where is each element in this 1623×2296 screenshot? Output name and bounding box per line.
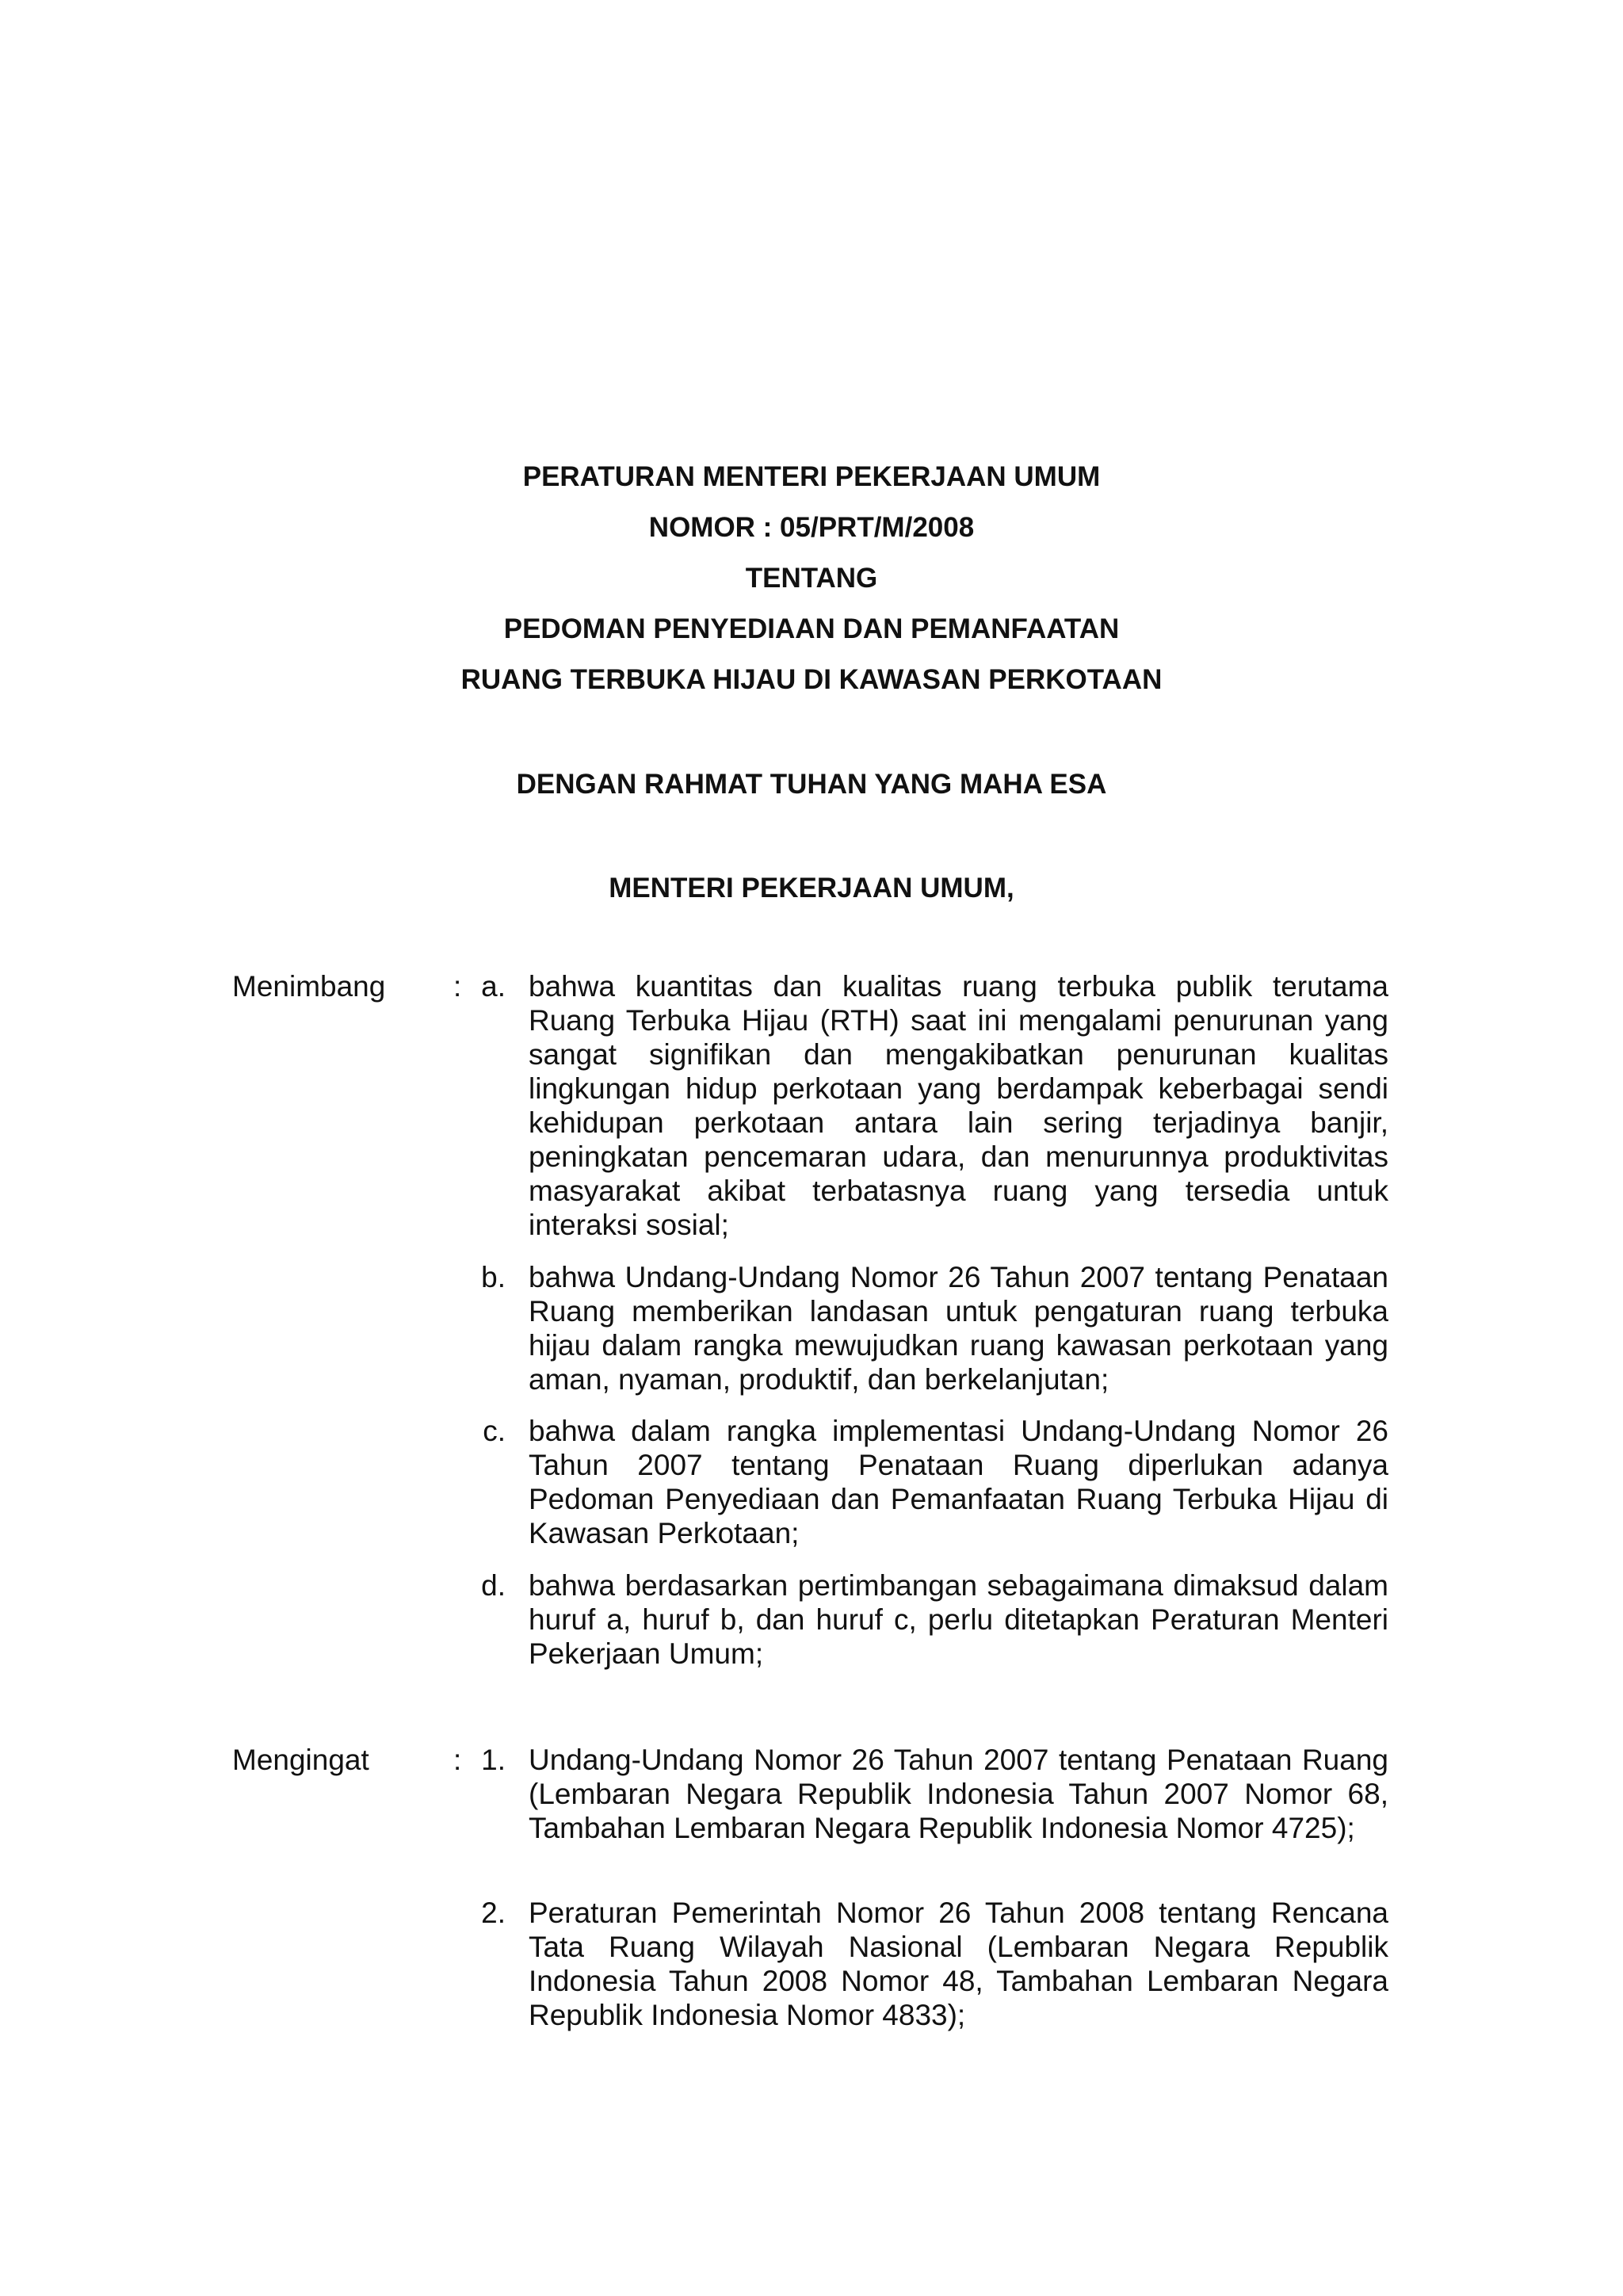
item-text: Undang-Undang Nomor 26 Tahun 2007 tentang Penataan Ruang (Lembaran Negara Republik Indonesia Tahun 2007 Nomor 68, Tambahan Lembaran Negara Republik Indonesia Nomor 4725); <box>529 1744 1388 1844</box>
invocation-text: DENGAN RAHMAT TUHAN YANG MAHA ESA <box>516 769 1107 800</box>
item-marker: 1. <box>481 1744 506 1776</box>
regulation-number: NOMOR : 05/PRT/M/2008 <box>648 512 975 543</box>
regulation-subject-line-2: RUANG TERBUKA HIJAU DI KAWASAN PERKOTAAN <box>460 664 1163 695</box>
regulation-title: PERATURAN MENTERI PEKERJAAN UMUM <box>522 461 1101 492</box>
item-text: bahwa dalam rangka implementasi Undang-Undang Nomor 26 Tahun 2007 tentang Penataan Ruang diperlukan adanya Pedoman Penyediaan dan Pemanfaatan Ruang Terbuka Hijau di Kawasan Perkotaan; <box>529 1415 1388 1549</box>
item-marker: a. <box>481 970 506 1003</box>
invocation-block <box>0 759 1623 810</box>
item-text: bahwa Undang-Undang Nomor 26 Tahun 2007 tentang Penataan Ruang memberikan landasan untuk pengaturan ruang terbuka hijau dalam rangka mewujudkan ruang kawasan perkotaan yang aman, nyaman, produktif, dan berkelanjutan; <box>529 1261 1388 1396</box>
item-marker: d. <box>481 1569 506 1602</box>
mengingat-colon: : <box>453 1744 462 1776</box>
item-text: bahwa berdasarkan pertimbangan sebagaimana dimaksud dalam huruf a, huruf b, dan huruf c, perlu ditetapkan Peraturan Menteri Pekerjaan Umum; <box>529 1569 1388 1670</box>
authority-block <box>0 863 1623 914</box>
document-title-block <box>0 452 1623 705</box>
authority-text: MENTERI PEKERJAAN UMUM, <box>609 873 1014 904</box>
menimbang-colon: : <box>453 970 462 1003</box>
item-text: bahwa kuantitas dan kualitas ruang terbuka publik terutama Ruang Terbuka Hijau (RTH) saat ini mengalami penurunan yang sangat signifikan dan mengakibatkan penurunan kualitas lingkungan hidup perkotaan yang berdampak keberbagai sendi kehidupan perkotaan antara lain sering terjadinya banjir, peningkatan pencemaran udara, dan menurunnya produktivitas masyarakat akibat terbatasnya ruang yang tersedia untuk interaksi sosial; <box>529 970 1388 1241</box>
regulation-subject-line-1: PEDOMAN PENYEDIAAN DAN PEMANFAATAN <box>503 613 1120 644</box>
item-marker: b. <box>481 1261 506 1293</box>
item-marker: 2. <box>481 1897 506 1929</box>
item-marker: c. <box>483 1415 506 1447</box>
menimbang-label: Menimbang <box>232 970 386 1003</box>
item-text: Peraturan Pemerintah Nomor 26 Tahun 2008 tentang Rencana Tata Ruang Wilayah Nasional (Lembaran Negara Republik Indonesia Tahun 2008 Nomor 48, Tambahan Lembaran Negara Republik Indonesia Nomor 4833); <box>529 1897 1388 2031</box>
regulation-about: TENTANG <box>745 563 878 594</box>
mengingat-label: Mengingat <box>232 1744 369 1776</box>
